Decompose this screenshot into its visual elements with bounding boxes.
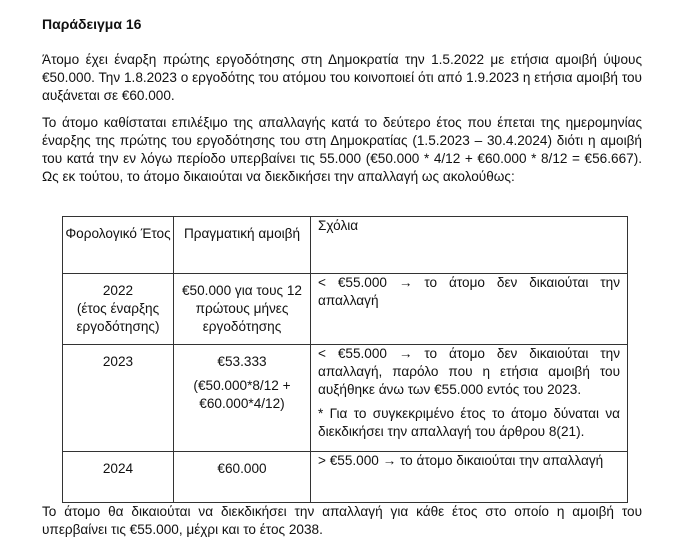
table-row xyxy=(63,452,628,503)
cell-remuneration xyxy=(174,345,311,452)
cell-year xyxy=(63,274,174,345)
header-actual-remuneration: Πραγματική αμοιβή xyxy=(174,217,311,274)
header-tax-year: Φορολογικό Έτος xyxy=(63,217,174,274)
paragraph-conclusion: Το άτομο θα δικαιούται να διεκδικήσει την απαλλαγή για κάθε έτος στο οποίο η αμοιβή του υπερβαίνει τις €55.000, μέχρι και το έτος 2038. xyxy=(42,504,642,537)
cell-comment: > €55.000 → το άτομο δικαιούται την απαλλαγή xyxy=(311,452,628,503)
comment-footnote: * Για το συγκεκριμένο έτος το άτομο δύναται να διεκδικήσει την απαλλαγή του άρθρου 8(21). xyxy=(318,406,620,439)
table-header-row xyxy=(63,217,628,274)
table-row xyxy=(63,274,628,345)
cell-comment xyxy=(311,345,628,452)
paragraph-eligibility: Το άτομο καθίσταται επιλέξιμο της απαλλαγής κατά το δεύτερο έτος που έπεται της ημερομηνίας έναρξης της πρώτης του εργοδότησης του στη Δημοκρατίας (1.5.2023 – 30.4.2024) διότι η αμοιβή του κατά την εν λόγω περίοδο υπερβαίνει τις 55.000 (€50.000 * 4/12 + €60.000 * 8/12 = €56.667). Ως εκ τούτου, το άτομο δικαιούται να διεκδικήσει την απαλλαγή ως ακολούθως: xyxy=(42,115,642,184)
paragraph-intro: Άτομο έχει έναρξη πρώτης εργοδότησης στη Δημοκρατία την 1.5.2022 με ετήσια αμοιβή ύψους €50.000. Την 1.8.2023 ο εργοδότης του ατόμου του κοινοποιεί ότι από 1.9.2023 η ετήσια αμοιβή του αυξάνεται σε €60.000. xyxy=(42,52,642,103)
exemption-table xyxy=(62,216,628,503)
year-note: (έτος έναρξης εργοδότησης) xyxy=(76,301,160,334)
year-value: 2022 xyxy=(102,283,134,298)
remuneration-formula: (€50.000*8/12 + €60.000*4/12) xyxy=(193,378,291,411)
cell-comment: < €55.000 → το άτομο δεν δικαιούται την απαλλαγή xyxy=(311,274,628,345)
cell-year: 2024 xyxy=(63,452,174,503)
cell-remuneration: €60.000 xyxy=(174,452,311,503)
header-comments: Σχόλια xyxy=(311,217,628,274)
comment-text: < €55.000 → το άτομο δεν δικαιούται την απαλλαγή, παρόλο που η ετήσια αμοιβή του αυξήθηκε άνω των €55.000 εντός του 2023. xyxy=(318,346,620,397)
example-heading: Παράδειγμα 16 xyxy=(42,16,142,32)
cell-year: 2023 xyxy=(63,345,174,452)
table-row xyxy=(63,345,628,452)
cell-remuneration: €50.000 για τους 12 πρώτους μήνες εργοδότησης xyxy=(174,274,311,345)
remuneration-value: €53.333 xyxy=(217,354,267,369)
